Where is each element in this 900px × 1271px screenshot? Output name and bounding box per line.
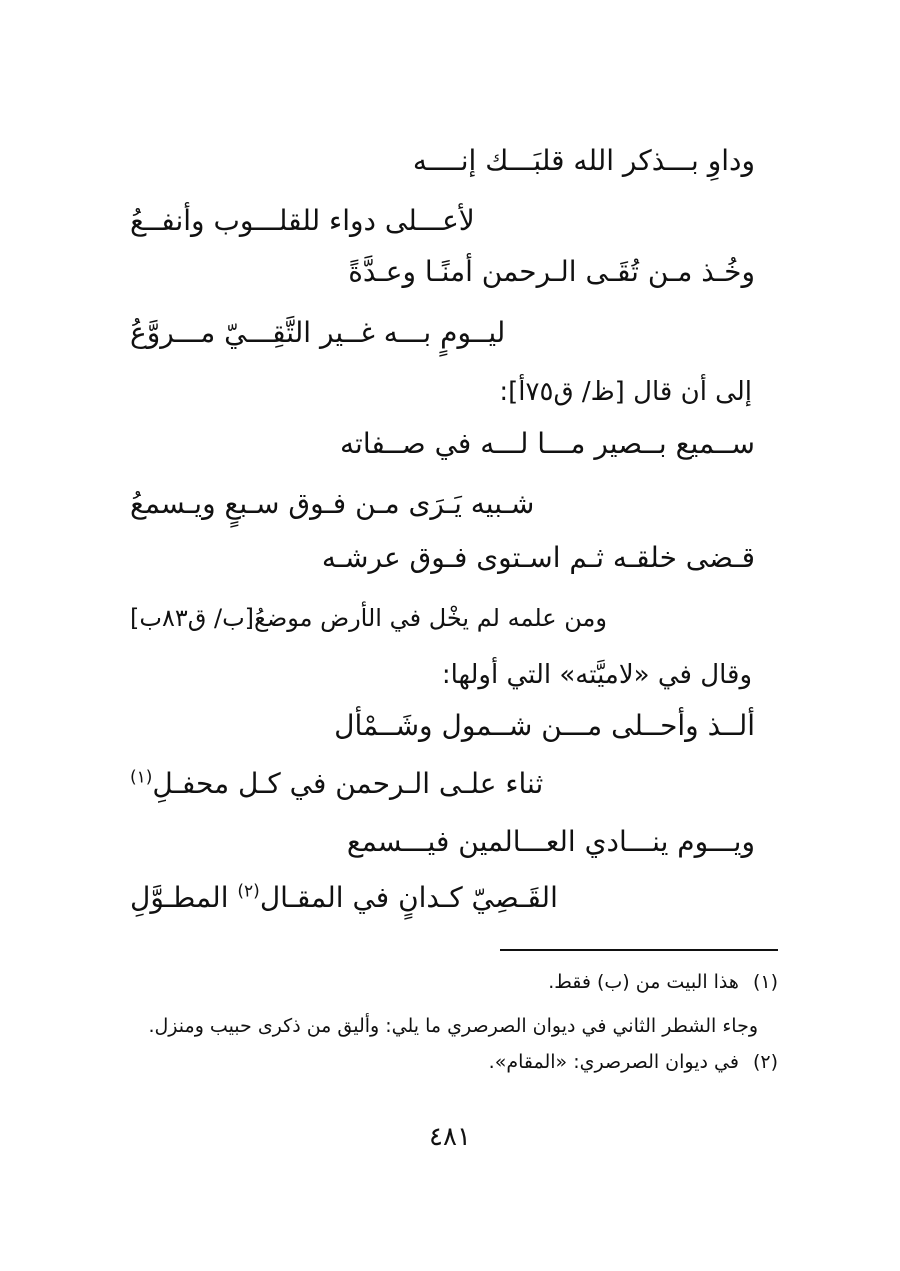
verse-line-12-end: المطـوَّلِ — [130, 881, 238, 914]
page-number: ٤٨١ — [429, 1122, 471, 1152]
footnote-separator — [500, 949, 778, 951]
verse-line-5: ســميع بــصير مـــا لـــه في صــفاته — [340, 427, 755, 460]
verse-line-6: شـبيه يَـرَى مـن فـوق سـبعٍ ويـسمعُ — [130, 487, 535, 520]
verse-line-10-text: ثناء علـى الـرحمن في كـل محفـلِ — [152, 767, 544, 800]
footnote-marker-1: (١) — [130, 767, 153, 788]
footnote-2 — [489, 1048, 778, 1076]
verse-line-10 — [130, 764, 543, 804]
footnote-marker-2: (٢) — [237, 881, 260, 902]
footnote-1-text: هذا البيت من (ب) فقط. — [548, 971, 739, 993]
footnote-2-number: (٢) — [752, 1051, 778, 1073]
verse-line-12 — [130, 878, 558, 918]
verse-line-11: ويـــوم ينـــادي العـــالمين فيـــسمع — [346, 825, 755, 858]
verse-line-9: ألــذ وأحــلى مـــن شــمول وشَــمْأل — [334, 709, 755, 742]
verse-line-8: ومن علمه لم يخْل في الأرض موضعُ[ب/ ق٨٣ب] — [130, 604, 607, 632]
verse-line-3: وخُـذ مـن تُقَـى الـرحمن أمنًـا وعـدَّةً — [348, 255, 755, 288]
footnote-1-continuation: وجاء الشطر الثاني في ديوان الصرصري ما يلي: وأليق من ذكرى حبيب ومنزل. — [148, 1015, 758, 1037]
verse-line-7: قـضى خلقـه ثـم اسـتوى فـوق عرشـه — [321, 541, 755, 574]
verse-line-12-text: القَـصِيّ كـدانٍ في المقـال — [259, 881, 558, 914]
verse-line-2: لأعـــلى دواء للقلـــوب وأنفــعُ — [130, 204, 475, 237]
verse-line-1: وداوِ بـــذكر الله قلبَـــك إنــــه — [412, 144, 755, 177]
footnote-1-number: (١) — [752, 971, 778, 993]
footnote-2-text: في ديوان الصرصري: «المقام». — [488, 1051, 739, 1073]
prose-line-intro-1: إلى أن قال [ظ/ ق٧٥أ]: — [499, 377, 752, 407]
prose-line-intro-2: وقال في «لاميَّته» التي أولها: — [441, 660, 752, 690]
footnote-1 — [548, 968, 778, 996]
verse-line-4: ليــومٍ بـــه غــير التَّقِـــيّ مـــروَّعُ — [130, 316, 506, 349]
